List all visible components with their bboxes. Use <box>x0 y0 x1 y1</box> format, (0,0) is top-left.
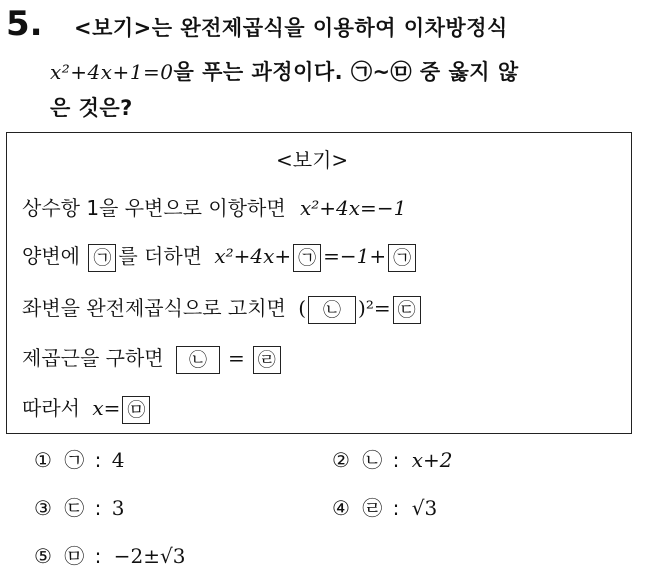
option-1-mark: ㉠ <box>64 448 85 472</box>
question-equation: x²+4x+1=0 <box>50 60 174 84</box>
blank-e-box <box>122 396 150 424</box>
step-4 <box>22 342 283 374</box>
step-5-math: x= <box>92 396 121 420</box>
mark-e: ㉤ <box>127 399 146 421</box>
step-2-math-a: x²+4x+ <box>214 244 292 268</box>
step-5 <box>22 392 152 424</box>
step-1-text: 상수항 1을 우변으로 이항하면 <box>22 196 286 220</box>
question-line-3: 은 것은? <box>50 96 133 120</box>
step-2-text-b: 를 더하면 <box>118 244 202 268</box>
mark-a-2: ㉠ <box>298 247 317 269</box>
step-4-eq: = <box>227 346 245 370</box>
mark-d: ㉣ <box>257 349 276 371</box>
option-5-mark: ㉤ <box>64 544 85 568</box>
question-number: 5. <box>6 4 43 44</box>
blank-a-box-2 <box>293 244 321 272</box>
option-3-sep: : <box>94 496 102 520</box>
step-1 <box>22 192 406 221</box>
bogi-title: <보기> <box>276 148 349 172</box>
option-4-number: ④ <box>332 496 350 520</box>
option-3-value: 3 <box>111 496 125 520</box>
option-1-sep: : <box>94 448 102 472</box>
option-5[interactable] <box>34 540 185 569</box>
blank-a-box-3 <box>388 244 416 272</box>
blank-b-box <box>308 296 356 324</box>
option-5-number: ⑤ <box>34 544 52 568</box>
mark-b-2: ㉡ <box>188 349 207 371</box>
question-line-1: <보기>는 완전제곱식을 이용하여 이차방정식 <box>74 16 508 40</box>
blank-d-box <box>253 346 281 374</box>
blank-c-box <box>393 296 421 324</box>
mark-b: ㉡ <box>323 299 342 321</box>
mark-a-3: ㉠ <box>393 247 412 269</box>
step-3-text: 좌변을 완전제곱식으로 고치면 <box>22 296 286 320</box>
option-4-mark: ㉣ <box>362 496 383 520</box>
option-2-mark: ㉡ <box>362 448 383 472</box>
option-3[interactable] <box>34 492 125 521</box>
step-4-text: 제곱근을 구하면 <box>22 346 164 370</box>
option-5-value: −2±√3 <box>113 544 186 568</box>
step-1-math: x²+4x=−1 <box>300 196 407 220</box>
step-2 <box>22 240 418 272</box>
option-3-number: ③ <box>34 496 52 520</box>
option-1-number: ① <box>34 448 52 472</box>
mark-a: ㉠ <box>93 247 112 269</box>
option-4[interactable] <box>332 492 437 521</box>
option-1[interactable] <box>34 444 125 473</box>
step-5-text: 따라서 <box>22 396 80 420</box>
step-2-math-b: =−1+ <box>323 244 387 268</box>
question-line-2 <box>50 56 519 86</box>
option-1-value: 4 <box>111 448 125 472</box>
option-3-mark: ㉢ <box>64 496 85 520</box>
option-2[interactable] <box>332 444 453 473</box>
option-4-sep: : <box>392 496 400 520</box>
option-2-value: x+2 <box>411 448 453 472</box>
bogi-box <box>6 132 632 434</box>
step-2-text-a: 양변에 <box>22 244 80 268</box>
mark-c: ㉢ <box>397 299 416 321</box>
option-5-sep: : <box>94 544 102 568</box>
step-3-close: )²= <box>358 296 391 320</box>
step-3 <box>22 292 423 324</box>
blank-a-box <box>88 244 116 272</box>
step-3-open-paren: ( <box>298 296 307 320</box>
blank-b-box-2 <box>176 346 220 374</box>
option-2-number: ② <box>332 448 350 472</box>
option-2-sep: : <box>392 448 400 472</box>
question-line-2-text: 을 푸는 과정이다. ㉠~㉤ 중 옳지 않 <box>173 60 519 84</box>
option-4-value: √3 <box>411 496 438 520</box>
